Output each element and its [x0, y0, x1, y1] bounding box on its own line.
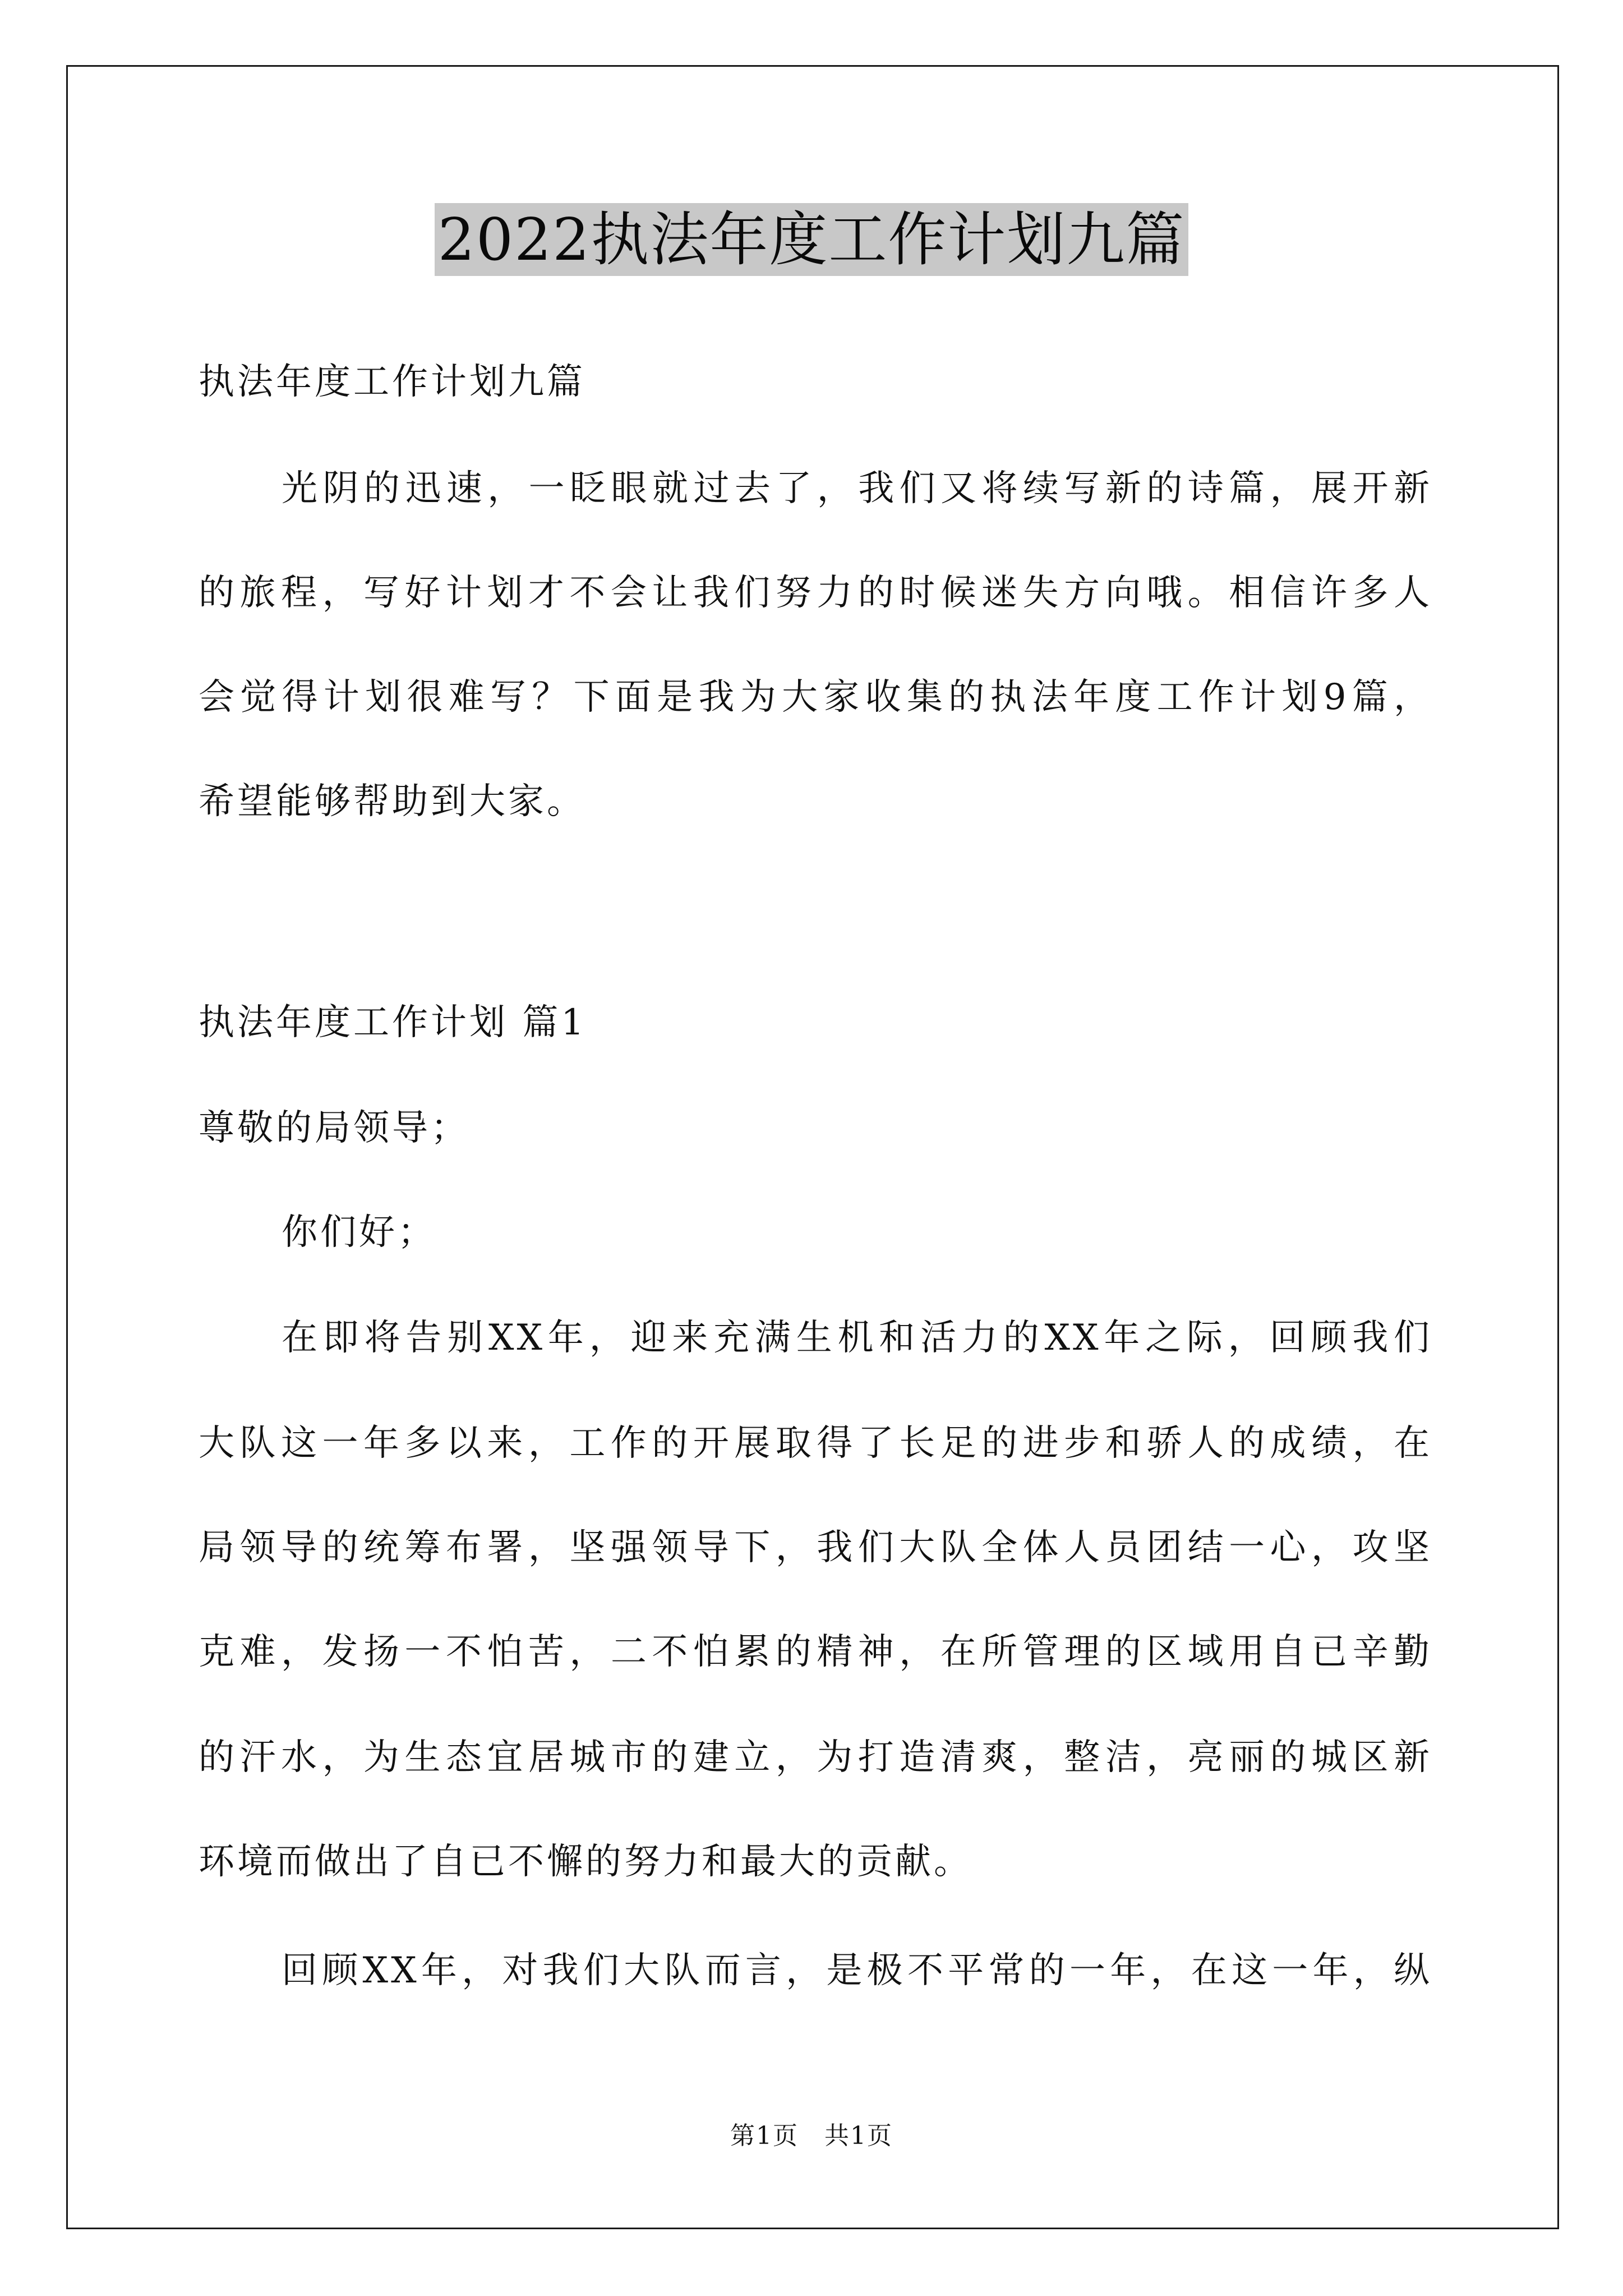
title-container	[0, 203, 1623, 276]
salutation: 尊敬的局领导；	[199, 1107, 469, 1149]
document-title: 2022执法年度工作计划九篇	[435, 203, 1189, 276]
paragraph-1-line-3: 局领导的统筹布署，坚强领导下，我们大队全体人员团结一心，攻坚	[199, 1527, 1432, 1568]
paragraph-1-line-2: 大队这一年多以来，工作的开展取得了长足的进步和骄人的成绩，在	[199, 1423, 1432, 1464]
paragraph-1-line-1: 在即将告别XX年，迎来充满生机和活力的XX年之际，回顾我们	[282, 1317, 1432, 1359]
page-footer: 第1页 共1页	[730, 2122, 893, 2150]
paragraph-1-line-5: 的汗水，为生态宜居城市的建立，为打造清爽，整洁，亮丽的城区新	[199, 1737, 1432, 1778]
intro-line-4: 希望能够帮助到大家。	[199, 781, 585, 822]
intro-line-1: 光阴的迅速，一眨眼就过去了，我们又将续写新的诗篇，展开新	[282, 468, 1432, 509]
greeting: 你们好；	[282, 1212, 436, 1253]
intro-line-3: 会觉得计划很难写？下面是我为大家收集的执法年度工作计划9篇，	[199, 677, 1432, 718]
section-heading: 执法年度工作计划 篇1	[199, 1002, 587, 1043]
paragraph-1-line-4: 克难，发扬一不怕苦，二不怕累的精神，在所管理的区域用自已辛勤	[199, 1631, 1432, 1673]
paragraph-2-line-1: 回顾XX年，对我们大队而言，是极不平常的一年，在这一年，纵	[282, 1950, 1432, 1991]
intro-line-2: 的旅程，写好计划才不会让我们努力的时候迷失方向哦。相信许多人	[199, 572, 1432, 614]
document-subtitle: 执法年度工作计划九篇	[199, 361, 585, 403]
paragraph-1-line-6: 环境而做出了自已不懈的努力和最大的贡献。	[199, 1841, 972, 1883]
